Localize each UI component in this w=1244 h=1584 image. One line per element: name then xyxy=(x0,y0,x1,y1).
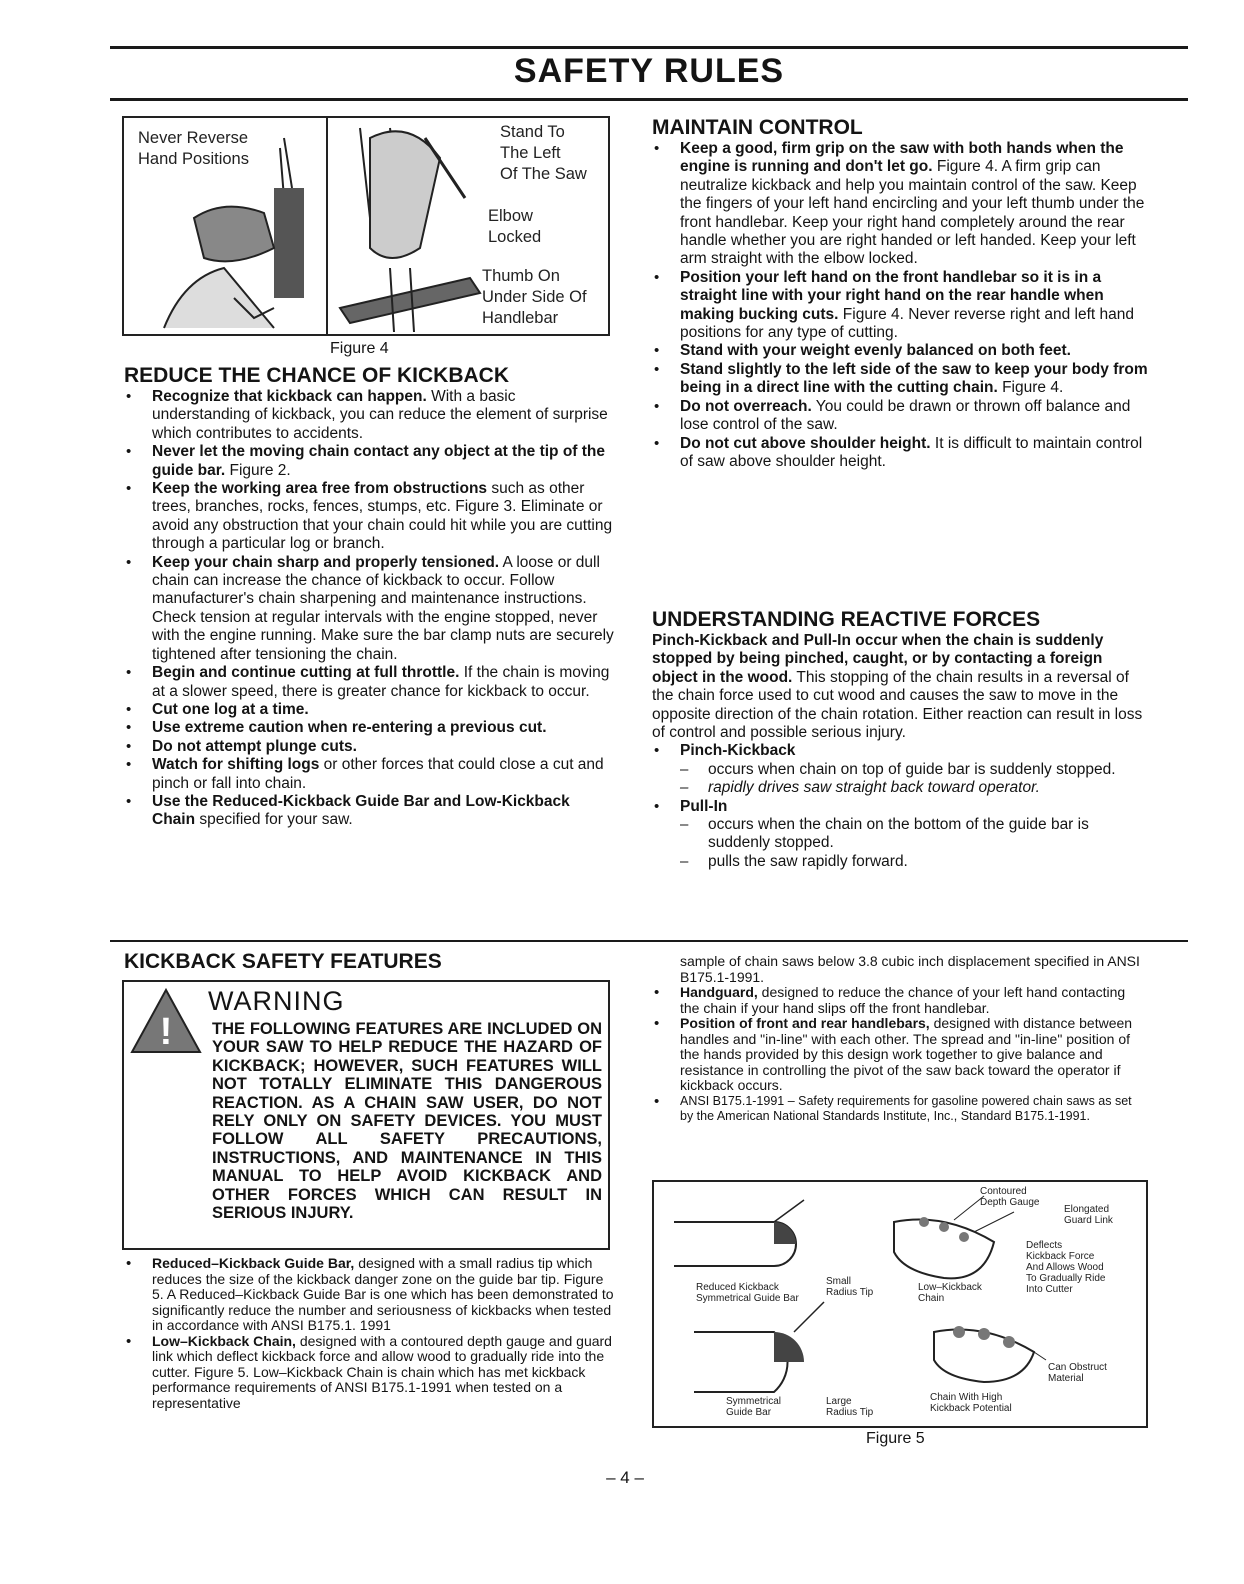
label-contoured-gauge: Contoured Depth Gauge xyxy=(980,1186,1040,1208)
list-item: • Pull-In – occurs when the chain on the bottom of the guide bar is suddenly stopped. – pulls the saw rapidly forward. xyxy=(652,798,1148,872)
list-item: • Reduced–Kickback Guide Bar, designed with a small radius tip which reduces the size of the kickback danger zone on the guide bar tip. Figure 5. A Reduced–Kickback Guide Bar is one which has been demonstrated to significantly reduce the number and seriousness of kickbacks when tested in accordance with ANSI B175.1. 1991 xyxy=(124,1256,616,1334)
maintain-list xyxy=(652,140,1148,471)
label-large-tip: Large Radius Tip xyxy=(826,1396,874,1418)
page-number: – 4 – xyxy=(606,1468,644,1487)
sub-item: – occurs when chain on top of guide bar is suddenly stopped. xyxy=(652,761,1148,779)
reactive-heading: UNDERSTANDING REACTIVE FORCES xyxy=(652,608,1041,631)
svg-text:!: ! xyxy=(159,1011,173,1053)
list-item: • Keep your chain sharp and properly tensioned. A loose or dull chain can increase the chance of kickback to occur. Follow manufacturer's chain sharpening and maintenance instructions. Check tension at regular intervals with the engine stopped, never with the engine running. Make sure the bar clamp nuts are securely tightened after tensioning the chain. xyxy=(124,554,616,664)
list-item: • Never let the moving chain contact any object at the tip of the guide bar. Figure 2. xyxy=(124,443,616,480)
list-item: • Recognize that kickback can happen. With a basic understanding of kickback, you can reduce the element of surprise which contributes to accidents. xyxy=(124,388,616,443)
list-item: • Do not attempt plunge cuts. xyxy=(124,738,616,756)
label-reduced-kickback-bar: Reduced Kickback Symmetrical Guide Bar xyxy=(696,1282,799,1304)
reduce-list xyxy=(124,388,616,830)
label-symmetrical-bar: Symmetrical Guide Bar xyxy=(726,1396,782,1418)
list-item: • Keep a good, firm grip on the saw with both hands when the engine is running and don't let go. Figure 4. A firm grip can neutralize kickback and help you maintain control of the saw. Keep the fingers of your left hand encircling and your left thumb under the front handlebar. Keep your right hand completely around the rear handle whether you are right handed or left handed. Keep your left arm straight with the elbow locked. xyxy=(652,140,1148,269)
maintain-control-section xyxy=(652,116,1148,471)
reactive-intro: Pinch-Kickback and Pull-In occur when the chain is suddenly stopped by being pinched, caught, or by contacting a foreign object in the wood. This stopping of the chain results in a reversal of the chain force used to cut wood and causes the saw to move in the opposite direction of the chain rotation. Either reaction can result in loss of control and possible serious injury. xyxy=(652,632,1143,742)
label-high-kickback: Chain With High Kickback Potential xyxy=(930,1392,1012,1414)
page-title: SAFETY RULES xyxy=(513,52,785,90)
label-never-reverse: Never Reverse Hand Positions xyxy=(138,129,249,168)
sub-item: – pulls the saw rapidly forward. xyxy=(652,853,1148,871)
sub-item: – occurs when the chain on the bottom of the guide bar is suddenly stopped. xyxy=(652,816,1148,853)
figure-4 xyxy=(122,116,610,336)
reactive-list xyxy=(652,742,1148,871)
title-rule xyxy=(110,98,1188,101)
label-obstruct: Can Obstruct Material xyxy=(1048,1362,1107,1384)
top-rule xyxy=(110,46,1188,49)
list-item: • Pinch-Kickback – occurs when chain on top of guide bar is suddenly stopped. – rapidly drives saw straight back toward operator. xyxy=(652,742,1148,797)
list-item: • Use the Reduced-Kickback Guide Bar and Low-Kickback Chain specified for your saw. xyxy=(124,793,616,830)
figure-5-caption: Figure 5 xyxy=(866,1430,925,1447)
warning-box xyxy=(122,980,610,1250)
right-lead: sample of chain saws below 3.8 cubic inch displacement specified in ANSI B175.1-1991. xyxy=(680,953,1140,985)
figure-divider xyxy=(326,118,328,334)
kickback-right-list xyxy=(652,954,1148,1125)
list-item: • Watch for shifting logs or other forces that could close a cut and pinch or fall into chain. xyxy=(124,756,616,793)
warning-title: WARNING xyxy=(208,986,345,1016)
list-item: • Handguard, designed to reduce the chance of your left hand contacting the chain if your hand slips off the front handlebar. xyxy=(652,985,1148,1016)
figure-5 xyxy=(652,1180,1148,1428)
list-item: • ANSI B175.1-1991 – Safety requirements for gasoline powered chain saws as set by the American National Standards Institute, Inc., Standard B175.1-1991. xyxy=(652,1094,1148,1125)
list-item: • Position of front and rear handlebars, designed with distance between handles and "in-line" with each other. The spread and "in-line" position of the hands provided by this design work together to give balance and resistance in controlling the pivot of the saw back toward the operator if kickback occurs. xyxy=(652,1016,1148,1094)
list-item: • Keep the working area free from obstructions such as other trees, branches, rocks, fences, stumps, etc. Figure 3. Eliminate or avoid any obstruction that your chain could hit while you are cutting through a particular log or branch. xyxy=(124,480,616,554)
kickback-heading: KICKBACK SAFETY FEATURES xyxy=(124,950,442,973)
label-thumb: Thumb On Under Side Of Handlebar xyxy=(482,267,587,327)
label-low-kickback-chain: Low–Kickback Chain xyxy=(918,1282,982,1304)
list-item: • Do not overreach. You could be drawn or thrown off balance and lose control of the saw. xyxy=(652,398,1148,435)
list-item: • Low–Kickback Chain, designed with a contoured depth gauge and guard link which deflect kickback force and allow wood to gradually ride into the cutter. Figure 5. Low–Kickback Chain is chain which has met kickback performance requirements of ANSI B175.1-1991 when tested on a representative xyxy=(124,1334,616,1412)
label-small-tip: Small Radius Tip xyxy=(826,1276,874,1298)
list-item: • Cut one log at a time. xyxy=(124,701,616,719)
sub-item: – rapidly drives saw straight back toward operator. xyxy=(652,779,1148,797)
warning-text: THE FOLLOWING FEATURES ARE INCLUDED ON YOUR SAW TO HELP REDUCE THE HAZARD OF KICKBACK; HOWEVER, SUCH FEATURES WILL NOT TOTALLY ELIMINATE THIS DANGEROUS REACTION. AS A CHAIN SAW USER, DO NOT RELY ONLY ON SAFETY DEVICES. YOU MUST FOLLOW ALL SAFETY PRECAUTIONS, INSTRUCTIONS, AND MAINTENANCE IN THIS MANUAL TO HELP AVOID KICKBACK AND OTHER FORCES WHICH CAN RESULT IN SERIOUS INJURY. xyxy=(212,1020,602,1223)
list-item: • Do not cut above shoulder height. It is difficult to maintain control of saw above shoulder height. xyxy=(652,435,1148,472)
operator-stance-illustration xyxy=(330,118,490,334)
reduce-kickback-section xyxy=(124,364,616,830)
label-stand-left: Stand To The Left Of The Saw xyxy=(500,123,587,183)
section-rule xyxy=(110,940,1188,942)
list-item: • Begin and continue cutting at full throttle. If the chain is moving at a slower speed, there is greater chance for kickback to occur. xyxy=(124,664,616,701)
figure-4-caption: Figure 4 xyxy=(330,340,389,357)
label-elbow-locked: Elbow Locked xyxy=(488,207,542,246)
label-deflects: Deflects Kickback Force And Allows Wood To Gradually Ride Into Cutter xyxy=(1026,1240,1106,1295)
list-item: • Use extreme caution when re-entering a previous cut. xyxy=(124,719,616,737)
kickback-left-list xyxy=(124,1256,616,1411)
label-elongated-link: Elongated Guard Link xyxy=(1064,1204,1113,1226)
list-item: • Position your left hand on the front handlebar so it is in a straight line with your right hand on the rear handle when making bucking cuts. Figure 4. Never reverse right and left hand positions for any type of cutting. xyxy=(652,269,1148,343)
reduce-heading: REDUCE THE CHANCE OF KICKBACK xyxy=(124,364,510,387)
list-item: • Stand slightly to the left side of the saw to keep your body from being in a direct line with the cutting chain. Figure 4. xyxy=(652,361,1148,398)
warning-triangle-icon xyxy=(128,986,204,1056)
maintain-heading: MAINTAIN CONTROL xyxy=(652,116,863,139)
reactive-forces-section xyxy=(652,608,1148,871)
list-item: • Stand with your weight evenly balanced on both feet. xyxy=(652,342,1148,360)
